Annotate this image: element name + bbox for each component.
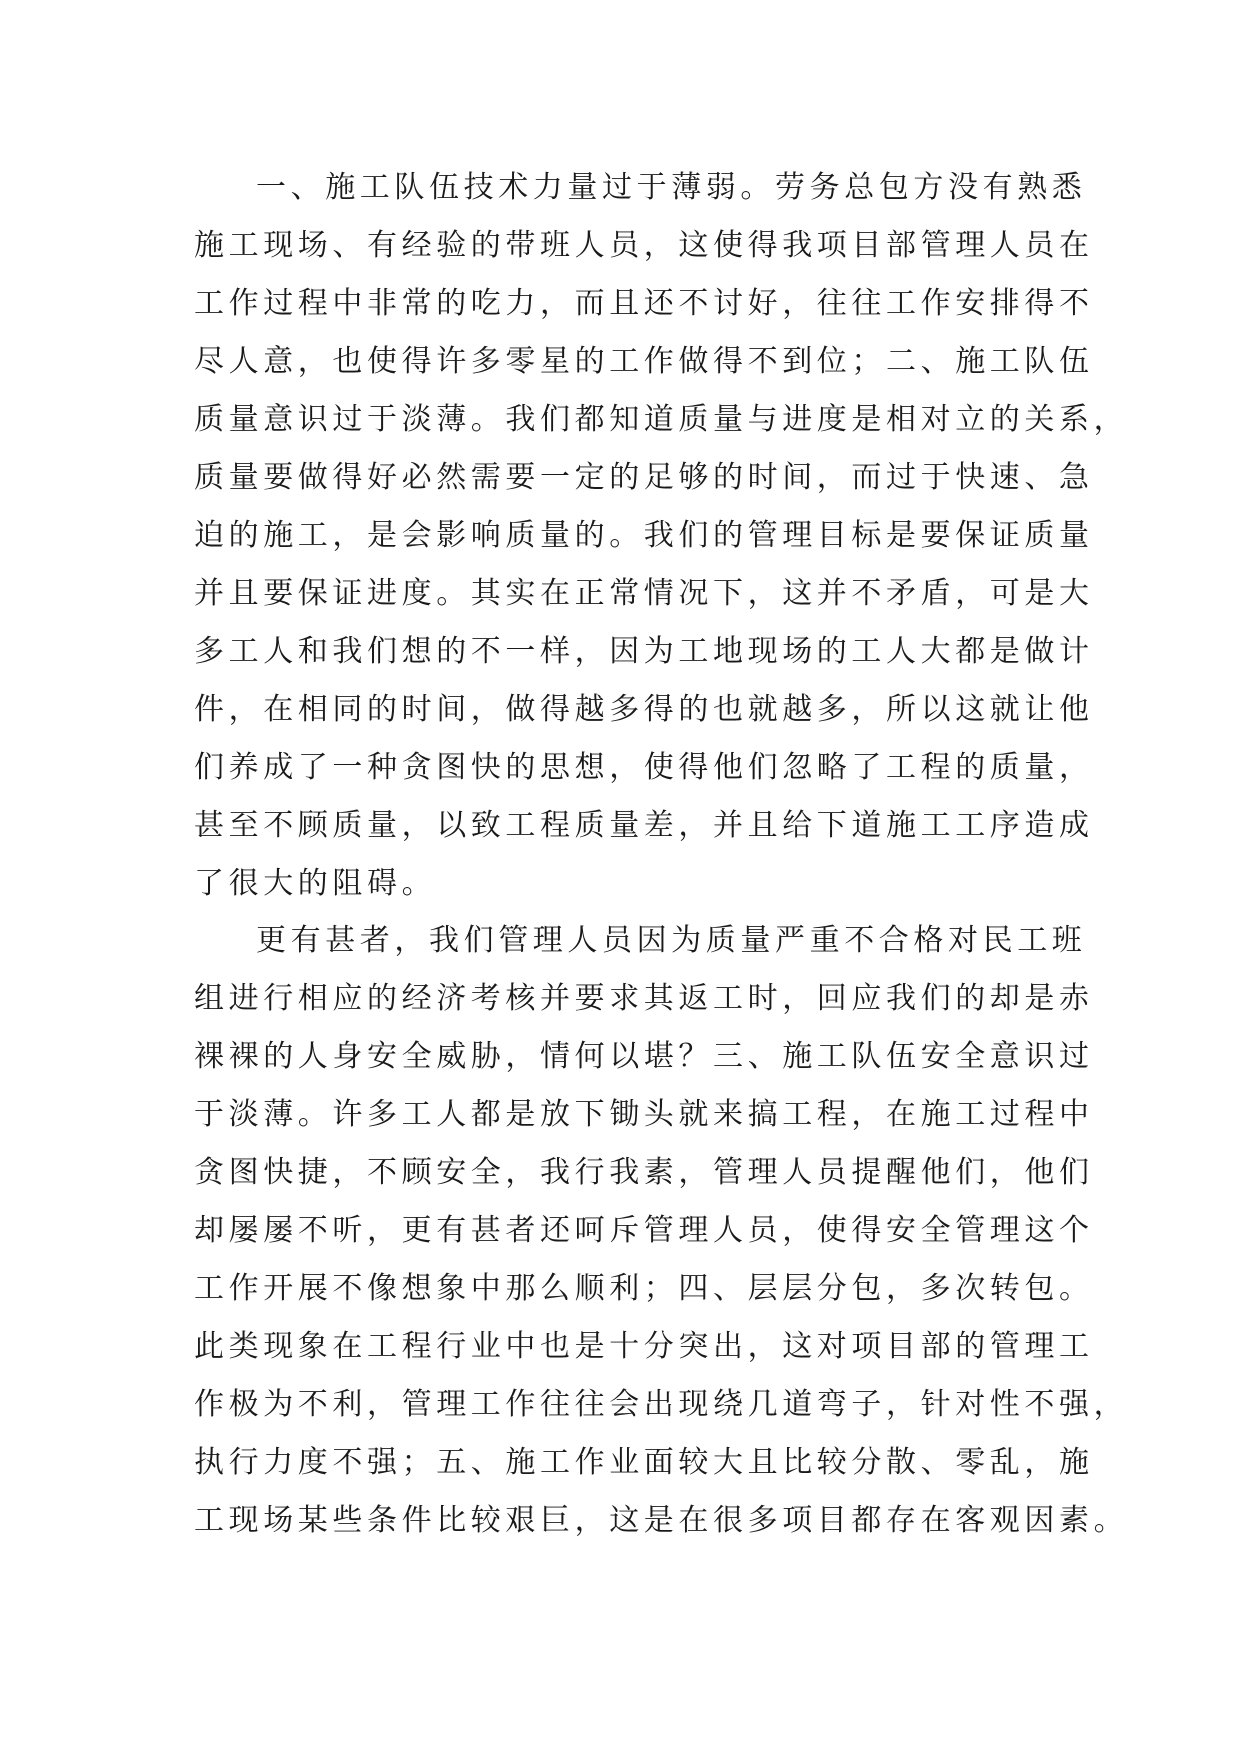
- paragraph-line: 一、施工队伍技术力量过于薄弱。劳务总包方没有熟悉: [256, 170, 1087, 205]
- paragraph-line: 们养成了一种贪图快的思想，使得他们忽略了工程的质量，: [194, 750, 1094, 785]
- paragraph-line: 质量意识过于淡薄。我们都知道质量与进度是相对立的关系，: [194, 402, 1129, 437]
- paragraph-line: 作极为不利，管理工作往往会出现绕几道弯子，针对性不强，: [194, 1387, 1129, 1422]
- paragraph-line: 质量要做得好必然需要一定的足够的时间，而过于快速、急: [194, 460, 1094, 495]
- paragraph-line: 件，在相同的时间，做得越多得的也就越多，所以这就让他: [194, 692, 1094, 727]
- paragraph-line: 迫的施工，是会影响质量的。我们的管理目标是要保证质量: [194, 518, 1094, 553]
- paragraph-line: 贪图快捷，不顾安全，我行我素，管理人员提醒他们，他们: [194, 1155, 1094, 1190]
- paragraph-line: 工作开展不像想象中那么顺利；四、层层分包，多次转包。: [194, 1271, 1094, 1306]
- paragraph-line: 工现场某些条件比较艰巨，这是在很多项目都存在客观因素。: [194, 1503, 1129, 1538]
- paragraph-line: 尽人意，也使得许多零星的工作做得不到位；二、施工队伍: [194, 344, 1094, 379]
- paragraph-line: 并且要保证进度。其实在正常情况下，这并不矛盾，可是大: [194, 576, 1094, 611]
- paragraph-line: 此类现象在工程行业中也是十分突出，这对项目部的管理工: [194, 1329, 1094, 1364]
- paragraph-line: 却屡屡不听，更有甚者还呵斥管理人员，使得安全管理这个: [194, 1213, 1094, 1248]
- paragraph-line: 组进行相应的经济考核并要求其返工时，回应我们的却是赤: [194, 981, 1094, 1016]
- paragraph-line: 于淡薄。许多工人都是放下锄头就来搞工程，在施工过程中: [194, 1097, 1094, 1132]
- paragraph-line: 执行力度不强；五、施工作业面较大且比较分散、零乱，施: [194, 1445, 1094, 1480]
- paragraph-line: 更有甚者，我们管理人员因为质量严重不合格对民工班: [256, 923, 1087, 958]
- paragraph-line: 工作过程中非常的吃力，而且还不讨好，往往工作安排得不: [194, 286, 1094, 321]
- paragraph-line: 施工现场、有经验的带班人员，这使得我项目部管理人员在: [194, 228, 1094, 263]
- paragraph-line: 裸裸的人身安全威胁，情何以堪？三、施工队伍安全意识过: [194, 1039, 1094, 1074]
- paragraph-line: 多工人和我们想的不一样，因为工地现场的工人大都是做计: [194, 634, 1094, 669]
- paragraph-1: [194, 159, 1129, 913]
- paragraph-line: 甚至不顾质量，以致工程质量差，并且给下道施工工序造成: [194, 808, 1094, 843]
- paragraph-2: [194, 912, 1129, 1550]
- paragraph-line: 了很大的阻碍。: [194, 866, 437, 901]
